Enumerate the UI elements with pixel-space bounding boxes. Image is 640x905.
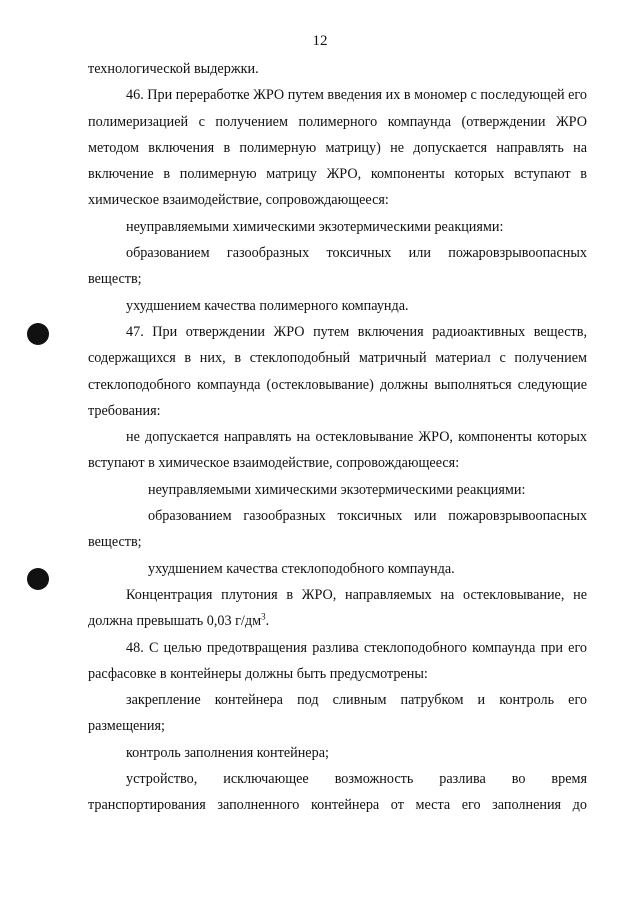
document-body	[88, 56, 587, 819]
list-subitem: ухудшением качества стеклоподобного компаунда.	[148, 560, 455, 577]
list-item: образованием газообразных токсичных или пожаровзрывоопасных веществ;	[88, 245, 587, 288]
list-subitem: образованием газообразных токсичных или пожаровзрывоопасных веществ;	[88, 508, 587, 551]
paragraph-47: 47. При отверждении ЖРО путем включения радиоактивных веществ, содержащихся в них, в стеклоподобный матричный материал с получением стеклоподобного компаунда (остекловывание) должны выполняться следующие требования:	[88, 323, 587, 419]
list-subitem: неуправляемыми химическими экзотермическими реакциями:	[148, 481, 526, 498]
list-item: ухудшением качества полимерного компаунда.	[126, 297, 409, 314]
list-item: устройство, исключающее возможность разлива во время транспортирования заполненного контейнера от места его заполнения до	[88, 771, 587, 814]
paragraph-continuation: технологической выдержки.	[88, 61, 259, 77]
list-item: контроль заполнения контейнера;	[126, 744, 329, 761]
paragraph-46: 46. При переработке ЖРО путем введения их в мономер с последующей его полимеризацией с получением полимерного компаунда (отверждении ЖРО методом включения в полимерную матрицу) не допускается направлять на включение в полимерную матрицу ЖРО, компоненты которых вступают в химическое взаимодействие, сопровождающееся:	[88, 87, 587, 209]
paragraph-48: 48. С целью предотвращения разлива стеклоподобного компаунда при его расфасовке в контейнеры должны быть предусмотрены:	[88, 639, 587, 682]
concentration-end: .	[265, 613, 270, 630]
plutonium-concentration	[88, 582, 587, 635]
list-item: неуправляемыми химическими экзотермическими реакциями:	[126, 218, 504, 235]
page-number: 12	[312, 33, 328, 49]
unit-superscript: 3	[261, 611, 266, 622]
list-item: закрепление контейнера под сливным патрубком и контроль его размещения;	[88, 692, 587, 735]
punch-hole-top	[27, 323, 49, 345]
punch-hole-bottom	[27, 568, 49, 590]
concentration-text: Концентрация плутония в ЖРО, направляемых на остекловывание, не должна превышать 0,03 г/дм	[88, 586, 587, 630]
list-item: не допускается направлять на остекловывание ЖРО, компоненты которых вступают в химическое взаимодействие, сопровождающееся:	[88, 429, 587, 472]
